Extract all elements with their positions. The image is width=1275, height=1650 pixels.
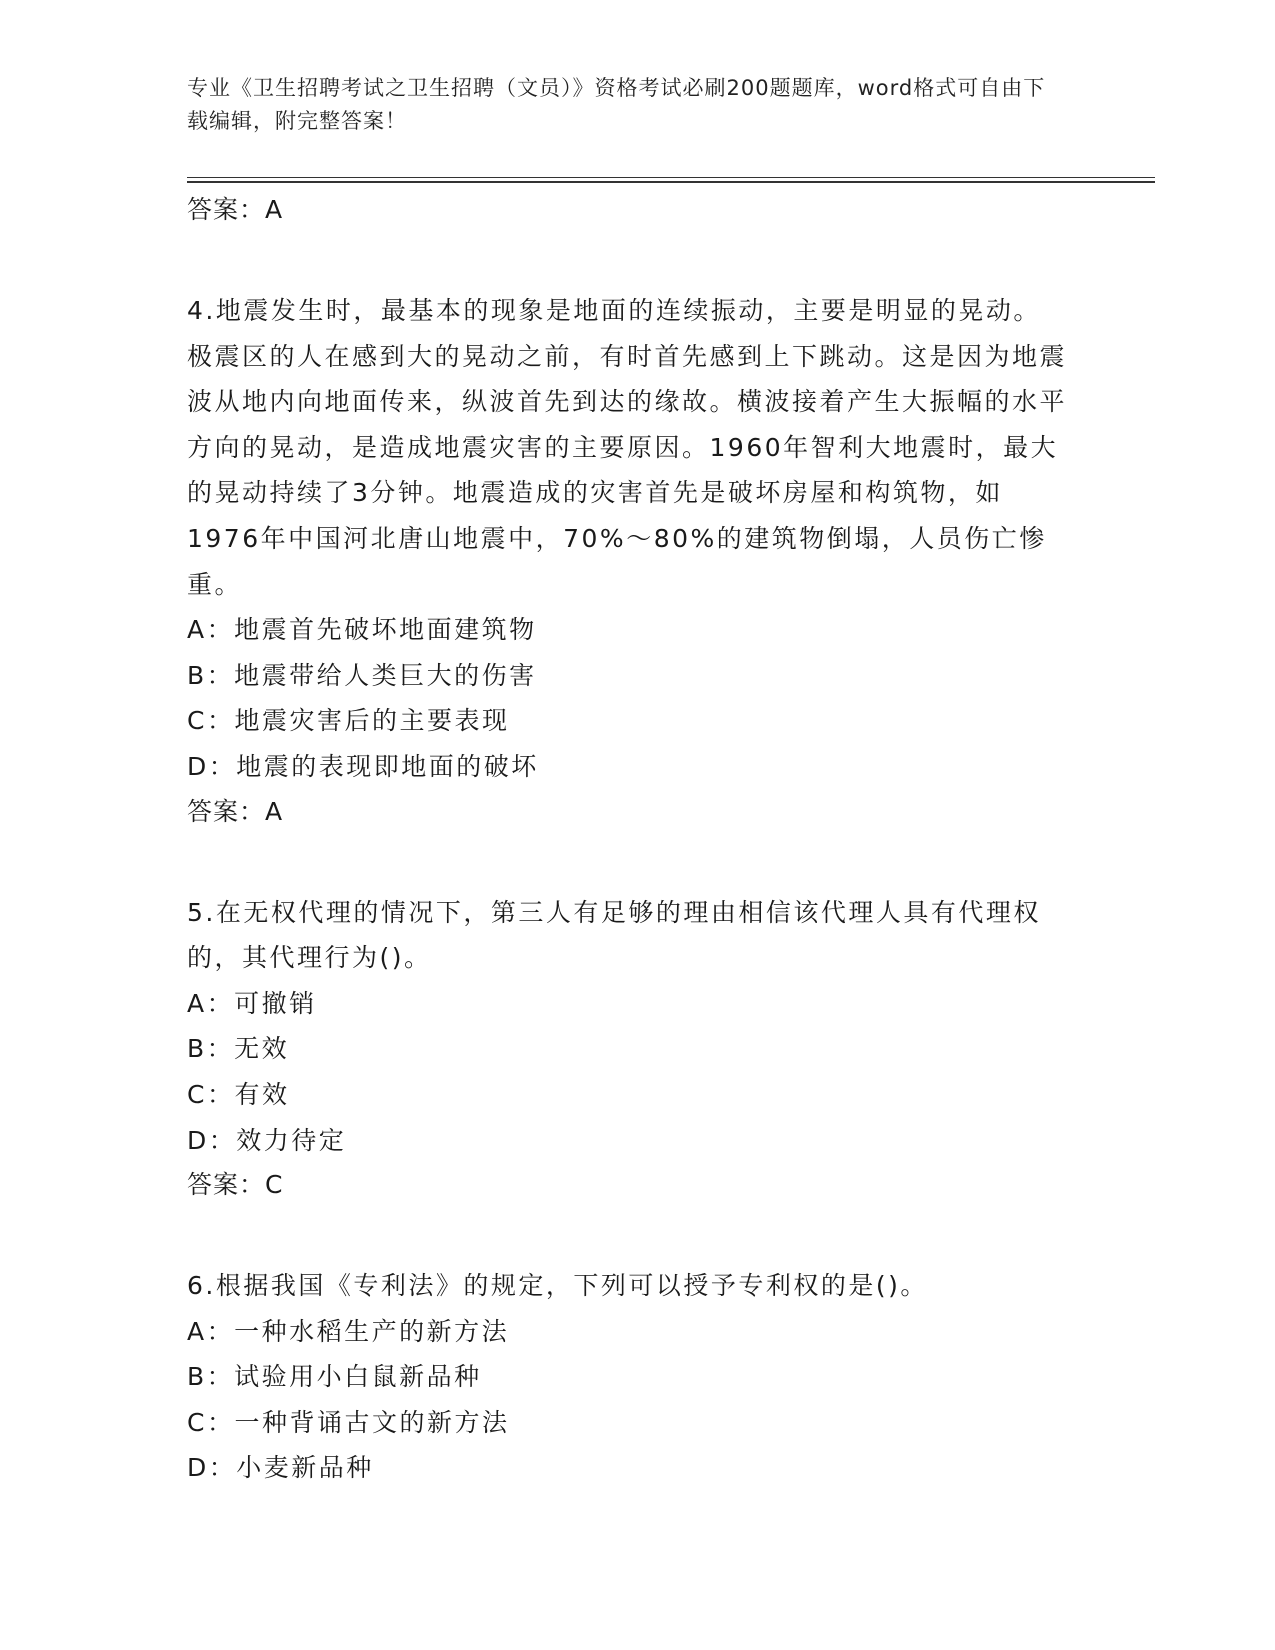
header-divider-thick <box>187 181 1155 183</box>
option-d: D：地震的表现即地面的破坏 <box>187 751 539 781</box>
question-text: 4.地震发生时，最基本的现象是地面的连续振动，主要是明显的晃动。极震区的人在感到大的晃动之前，有时首先感到上下跳动。这是因为地震波从地内向地面传来，纵波首先到达的缘故。横波接着产生大振幅的水平方向的晃动，是造成地震灾害的主要原因。1960年智利大地震时，最大的晃动持续了3分钟。地震造成的灾害首先是破坏房屋和构筑物，如1976年中国河北唐山地震中，70%～80%的建筑物倒塌，人员伤亡惨重。 <box>187 296 1068 599</box>
option-a: A：一种水稻生产的新方法 <box>187 1316 510 1346</box>
option-c: C：一种背诵古文的新方法 <box>187 1407 510 1437</box>
header-divider <box>187 177 1155 178</box>
question-6 <box>187 1263 1067 1491</box>
option-d: D：效力待定 <box>187 1125 347 1155</box>
question-4 <box>187 288 1067 834</box>
option-c: C：地震灾害后的主要表现 <box>187 706 510 736</box>
option-c: C：有效 <box>187 1079 290 1109</box>
question-5 <box>187 890 1067 1208</box>
answer-line: 答案：A <box>187 195 284 224</box>
option-b: B：无效 <box>187 1034 290 1064</box>
option-a: A：可撤销 <box>187 988 317 1018</box>
option-b: B：试验用小白鼠新品种 <box>187 1362 482 1392</box>
question-text: 6.根据我国《专利法》的规定，下列可以授予专利权的是()。 <box>187 1271 928 1301</box>
option-b: B：地震带给人类巨大的伤害 <box>187 660 537 690</box>
option-d: D：小麦新品种 <box>187 1453 374 1483</box>
answer-line: 答案：C <box>187 1170 284 1200</box>
option-a: A：地震首先破坏地面建筑物 <box>187 615 537 645</box>
answer-line: 答案：A <box>187 796 284 826</box>
document-body <box>187 188 1067 1491</box>
header-description: 专业《卫生招聘考试之卫生招聘（文员）》资格考试必刷200题题库，word格式可自由下载编辑，附完整答案！ <box>187 76 1046 133</box>
question-text: 5.在无权代理的情况下，第三人有足够的理由相信该代理人具有代理权的，其代理行为()。 <box>187 897 1041 973</box>
document-header <box>187 72 1067 138</box>
